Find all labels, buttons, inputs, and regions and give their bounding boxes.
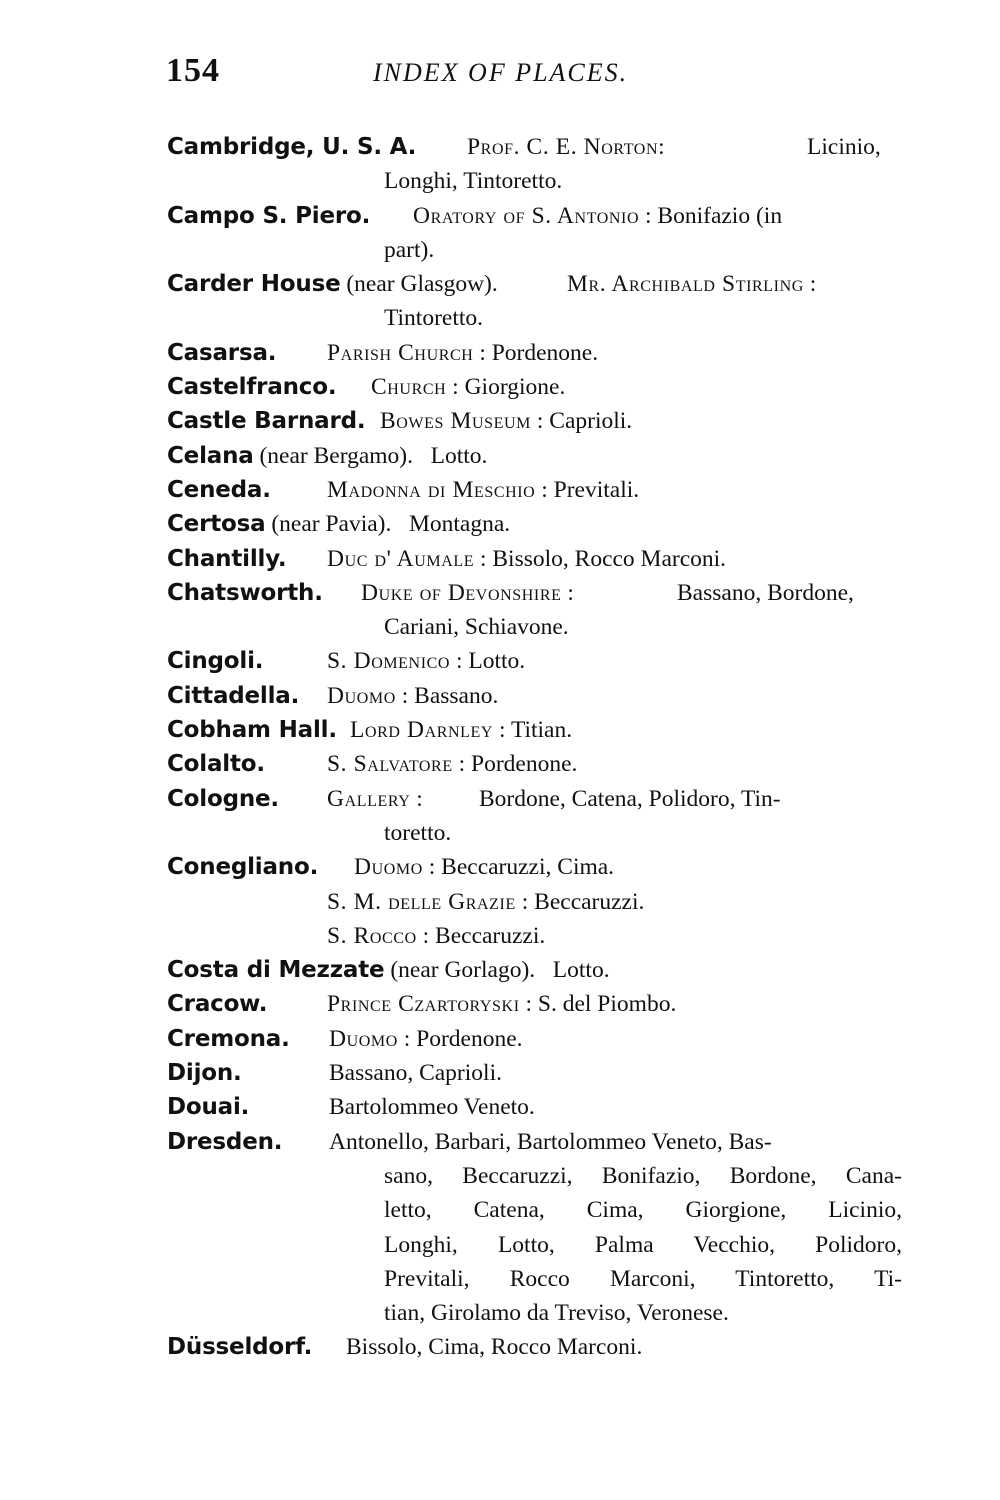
- index-entry: [167, 1125, 902, 1159]
- location-name: Mr. Archibald Stirling: [567, 271, 804, 298]
- artist-list: Bordone, Catena, Polidoro, Tin-: [479, 785, 781, 812]
- place-name: Cittadella.: [167, 682, 300, 709]
- artist-list: Pordenone.: [471, 751, 578, 778]
- running-title: INDEX OF PLACES.: [373, 58, 629, 87]
- artist-list: Bonifazio (in: [657, 202, 783, 229]
- artist-list: Caprioli.: [549, 408, 633, 435]
- place-note: (near Bergamo).: [259, 442, 414, 469]
- artist-list: Montagna.: [409, 511, 511, 538]
- index-entry: [167, 507, 902, 541]
- index-entry: Campo S. Piero. Oratory of S. Antonio : Bonifazio (in: [167, 202, 783, 229]
- place-name: Castle Barnard.: [167, 408, 366, 435]
- index-entry: Cologne. Gallery : Bordone, Catena, Polidoro, Tin-: [167, 782, 902, 816]
- artist-list: Longhi, Lotto, Palma Vecchio, Polidoro,: [384, 1231, 902, 1258]
- location-name: Bowes Museum: [380, 408, 531, 435]
- location-name: Lord Darnley: [350, 717, 494, 744]
- index-entry: S. M. delle Grazie : Beccaruzzi.: [327, 888, 645, 915]
- location-name: Duomo: [354, 854, 423, 881]
- index-entry: Castelfranco. Church : Giorgione.: [167, 374, 566, 401]
- artist-list: Bissolo, Cima, Rocco Marconi.: [346, 1334, 643, 1361]
- artist-list: sano, Beccaruzzi, Bonifazio, Bordone, Cana-: [384, 1162, 902, 1189]
- location-name: Duke of Devonshire: [361, 579, 562, 606]
- artist-list: Tintoretto.: [384, 305, 484, 332]
- index-entry-continuation: [167, 233, 902, 267]
- artist-list: toretto.: [384, 819, 452, 846]
- index-entry: Conegliano. Duomo : Beccaruzzi, Cima.: [167, 854, 615, 881]
- location-name: Duomo: [329, 1025, 398, 1052]
- index-entry: [167, 953, 902, 987]
- artist-list: Lotto.: [552, 957, 610, 984]
- place-note: (near Gorlago).: [390, 957, 536, 984]
- artist-list: letto, Catena, Cima, Giorgione, Licinio,: [384, 1197, 902, 1224]
- artist-list: tian, Girolamo da Treviso, Veronese.: [384, 1300, 729, 1327]
- place-name: Certosa: [167, 511, 266, 538]
- artist-list: Beccaruzzi.: [435, 922, 546, 949]
- index-entry-continuation: [167, 610, 902, 644]
- index-entry: [167, 1330, 902, 1364]
- place-name: Douai.: [167, 1094, 250, 1121]
- artist-list: Previtali, Rocco Marconi, Tintoretto, Ti-: [384, 1265, 902, 1292]
- place-name: Chatsworth.: [167, 579, 323, 606]
- place-note: (near Glasgow).: [346, 271, 498, 298]
- index-entry-continuation: [167, 301, 902, 335]
- artist-list: Longhi, Tintoretto.: [384, 168, 563, 195]
- index-entry: Ceneda. Madonna di Meschio : Previtali.: [167, 476, 640, 503]
- artist-list: Licinio,: [807, 134, 881, 160]
- location-name: Oratory of S. Antonio: [413, 202, 640, 229]
- place-note: (near Pavia).: [271, 511, 392, 538]
- index-entry: Chantilly. Duc d' Aumale : Bissolo, Rocco Marconi.: [167, 545, 727, 572]
- place-name: Cambridge, U. S. A.: [167, 134, 417, 160]
- location-name: Duomo: [327, 682, 396, 709]
- place-name: Carder House: [167, 271, 341, 298]
- place-name: Düsseldorf.: [167, 1334, 313, 1361]
- artist-list: Giorgione.: [464, 374, 566, 401]
- artist-list: Bissolo, Rocco Marconi.: [492, 545, 727, 572]
- index-entry: Cambridge, U. S. A. Prof. C. E. Norton: Licinio,: [167, 130, 902, 164]
- artist-list: Bartolommeo Veneto.: [329, 1094, 535, 1121]
- index-entry: Casarsa. Parish Church : Pordenone.: [167, 339, 599, 366]
- index-entry-continuation: [167, 1159, 902, 1193]
- location-name: S. M. delle Grazie: [327, 888, 516, 915]
- index-entry: Cobham Hall. Lord Darnley : Titian.: [167, 717, 573, 744]
- location-name: Madonna di Meschio: [327, 476, 536, 503]
- index-entries: [167, 130, 902, 1365]
- index-entry: [167, 1090, 902, 1124]
- artist-list: Antonello, Barbari, Bartolommeo Veneto, Bas-: [329, 1128, 772, 1155]
- page-number: 154: [166, 52, 220, 89]
- artist-list: Beccaruzzi, Cima.: [441, 854, 615, 881]
- index-entry: Cremona. Duomo : Pordenone.: [167, 1025, 523, 1052]
- artist-list: Pordenone.: [416, 1025, 523, 1052]
- index-entry-continuation: [167, 1262, 902, 1296]
- artist-list: Previtali.: [553, 476, 640, 503]
- artist-list: Bassano, Bordone,: [677, 579, 854, 606]
- place-name: Cobham Hall.: [167, 717, 337, 744]
- index-entry-continuation: [167, 1193, 902, 1227]
- place-name: Cingoli.: [167, 648, 264, 675]
- artist-list: Beccaruzzi.: [534, 888, 645, 915]
- artist-list: part).: [384, 236, 435, 263]
- location-name: Prof. C. E. Norton: [467, 134, 659, 160]
- place-name: Dresden.: [167, 1128, 283, 1155]
- index-entry: [167, 439, 902, 473]
- location-name: Parish Church: [327, 339, 474, 366]
- place-name: Ceneda.: [167, 476, 271, 503]
- index-entry: Cracow. Prince Czartoryski : S. del Piombo.: [167, 991, 677, 1018]
- index-entry: [167, 1056, 902, 1090]
- artist-list: Bassano, Caprioli.: [329, 1060, 502, 1087]
- place-name: Campo S. Piero.: [167, 202, 371, 229]
- place-name: Cracow.: [167, 991, 268, 1018]
- index-entry: S. Rocco : Beccaruzzi.: [327, 922, 546, 949]
- location-name: S. Rocco: [327, 922, 417, 949]
- index-entry: Chatsworth. Duke of Devonshire : Bassano, Bordone,: [167, 576, 902, 610]
- artist-list: Lotto.: [468, 648, 526, 675]
- index-entry-continuation: [167, 816, 902, 850]
- place-name: Cremona.: [167, 1025, 290, 1052]
- location-name: Duc d' Aumale: [327, 545, 475, 572]
- index-entry: Castle Barnard. Bowes Museum : Caprioli.: [167, 408, 633, 435]
- location-name: Church: [371, 374, 447, 401]
- location-name: Gallery: [327, 785, 411, 812]
- artist-list: Lotto.: [430, 442, 488, 469]
- artist-list: Bassano.: [414, 682, 499, 709]
- index-entry: Colalto. S. Salvatore : Pordenone.: [167, 751, 578, 778]
- place-name: Dijon.: [167, 1060, 242, 1087]
- index-entry: Cittadella. Duomo : Bassano.: [167, 682, 499, 709]
- artist-list: S. del Piombo.: [537, 991, 677, 1018]
- index-entry-continuation: [167, 164, 902, 198]
- index-entry: Cingoli. S. Domenico : Lotto.: [167, 648, 526, 675]
- place-name: Celana: [167, 442, 254, 469]
- location-name: S. Salvatore: [327, 751, 453, 778]
- place-name: Costa di Mezzate: [167, 957, 385, 984]
- place-name: Chantilly.: [167, 545, 287, 572]
- place-name: Cologne.: [167, 785, 279, 812]
- location-name: S. Domenico: [327, 648, 451, 675]
- location-name: Prince Czartoryski: [327, 991, 520, 1018]
- place-name: Conegliano.: [167, 854, 319, 881]
- index-entry: Carder House (near Glasgow). Mr. Archibald Stirling :: [167, 271, 817, 298]
- index-entry-continuation: [167, 1296, 902, 1330]
- artist-list: Cariani, Schiavone.: [384, 614, 569, 641]
- page-header: [0, 52, 1000, 102]
- index-entry-continuation: [167, 1228, 902, 1262]
- artist-list: Titian.: [510, 717, 573, 744]
- place-name: Colalto.: [167, 751, 265, 778]
- place-name: Casarsa.: [167, 339, 277, 366]
- place-name: Castelfranco.: [167, 374, 337, 401]
- artist-list: Pordenone.: [491, 339, 599, 366]
